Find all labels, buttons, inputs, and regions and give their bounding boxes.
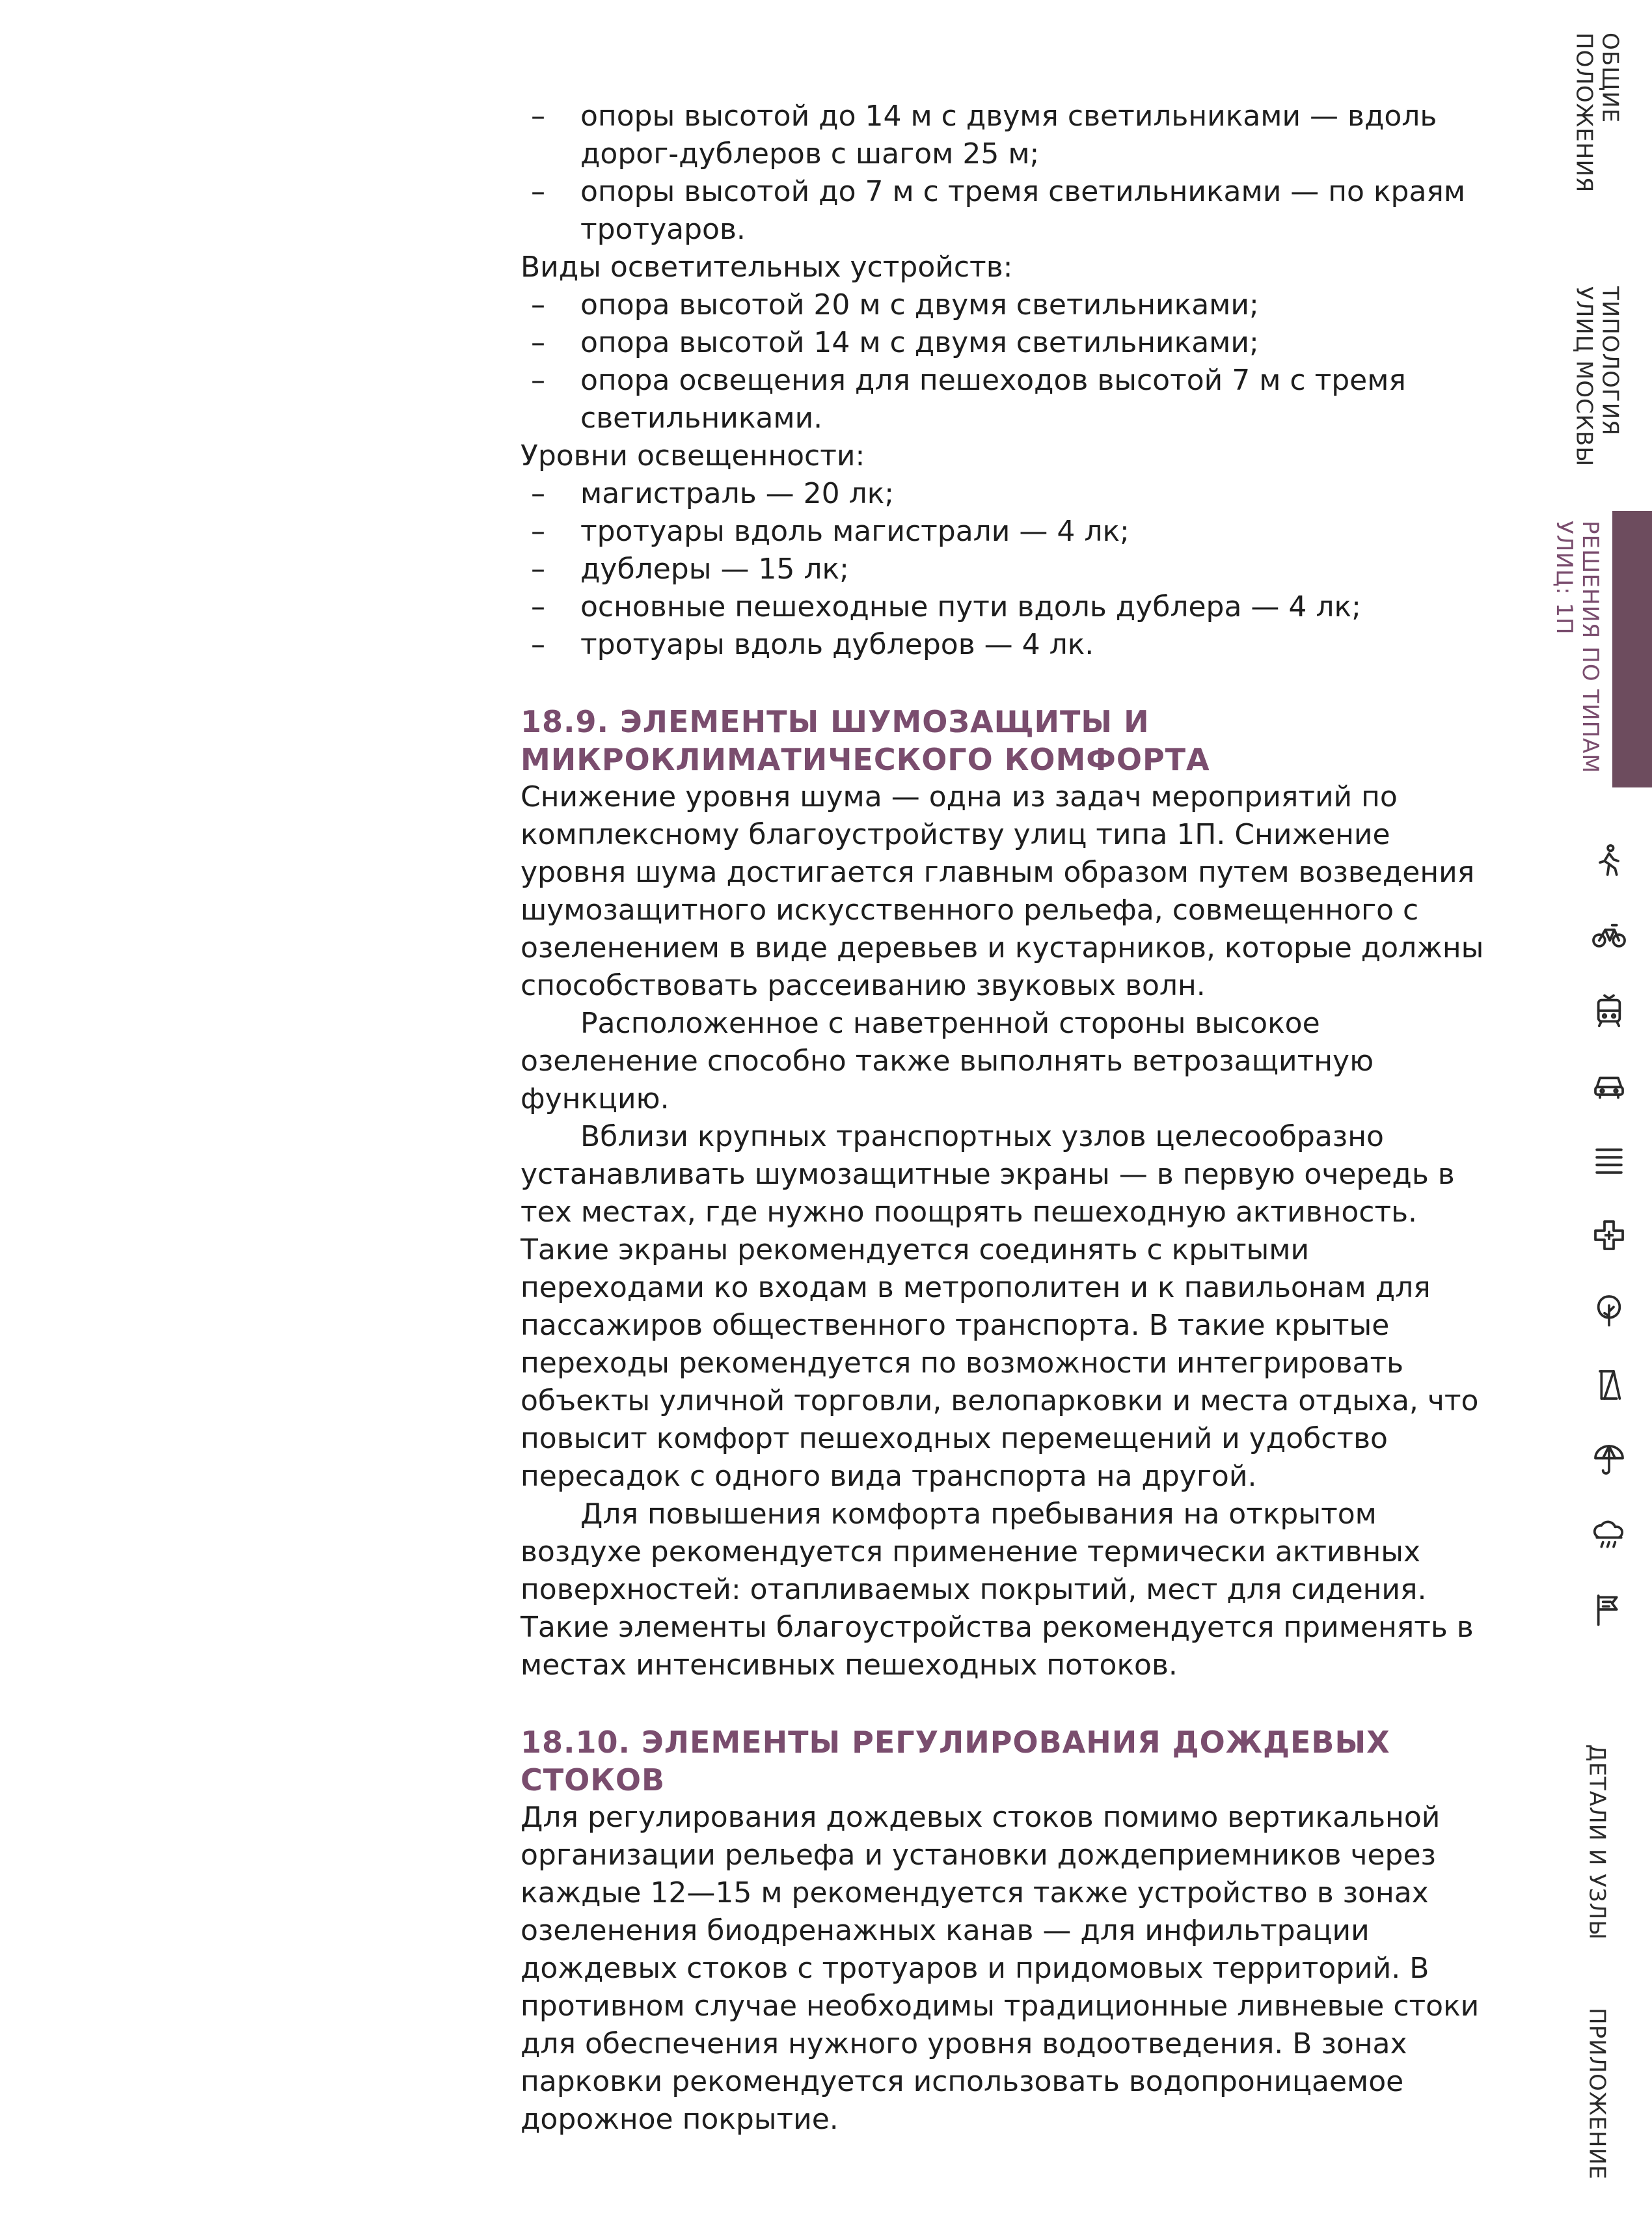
pedestrian-icon[interactable] <box>1591 843 1627 879</box>
tab-solutions[interactable] <box>1542 521 1612 781</box>
list-item: – опоры высотой до 7 м с тремя светильниками — по краям тротуаров. <box>521 173 1490 249</box>
tab-typology[interactable] <box>1542 286 1652 495</box>
list-item: – опора освещения для пешеходов высотой 7 м с тремя светильниками. <box>521 362 1490 437</box>
list-item: – основные пешеходные пути вдоль дублера — 4 лк; <box>521 588 1490 626</box>
list-item: – дублеры — 15 лк; <box>521 551 1490 588</box>
page-content <box>521 98 1490 2139</box>
paragraph: Для повышения комфорта пребывания на открытом воздухе рекомендуется применение термически активных поверхностей: отапливаемых покрытий, мест для сидения. Такие элементы благоустройства рекомендуется применять в местах интенсивных пешеходных потоков. <box>521 1497 1474 1682</box>
list-lighting-levels <box>521 475 1490 664</box>
paragraph: Расположенное с наветренной стороны высокое озеленение способно также выполнять ветрозащитную функцию. <box>521 1007 1374 1115</box>
side-navigation <box>1542 0 1652 2229</box>
devices-lead: Виды осветительных устройств: <box>521 251 1013 284</box>
rain-cloud-icon[interactable] <box>1591 1516 1627 1553</box>
tab-typology-label: ТИПОЛОГИЯ УЛИЦ МОСКВЫ <box>1571 286 1623 467</box>
list-item: – тротуары вдоль дублеров — 4 лк. <box>521 626 1490 664</box>
list-item: – магистраль — 20 лк; <box>521 475 1490 513</box>
tab-details[interactable] <box>1542 1744 1652 1965</box>
paragraph: Вблизи крупных транспортных узлов целесообразно устанавливать шумозащитные экраны — в первую очередь в тех местах, где нужно поощрять пешеходную активность. Такие экраны рекомендуется соединять с крытыми переходами ко входам в метрополитен и к павильонам для пассажиров общественного транспорта. В такие крытые переходы рекомендуется по возможности интегрировать объекты уличной торговли, велопарковки и места отдыха, что повысит комфорт пешеходных перемещений и удобство пересадок с одного вида транспорта на другой. <box>521 1120 1479 1493</box>
list-item: – тротуары вдоль магистрали — 4 лк; <box>521 513 1490 551</box>
tab-solutions-active-marker <box>1612 511 1652 787</box>
tram-icon[interactable] <box>1591 992 1627 1029</box>
tab-solutions-label: РЕШЕНИЯ ПО ТИПАМ УЛИЦ: 1П <box>1551 521 1603 774</box>
section-title-18-10: 18.10. ЭЛЕМЕНТЫ РЕГУЛИРОВАНИЯ ДОЖДЕВЫХ СТОКОВ <box>521 1725 1390 1798</box>
umbrella-icon[interactable] <box>1591 1442 1627 1478</box>
tab-appendix-label: ПРИЛОЖЕНИЕ <box>1584 2008 1610 2180</box>
tab-details-label: ДЕТАЛИ И УЗЛЫ <box>1584 1744 1610 1941</box>
list-item: – опоры высотой до 14 м с двумя светильниками — вдоль дорог-дублеров с шагом 25 м; <box>521 98 1490 173</box>
paragraph: Снижение уровня шума — одна из задач мероприятий по комплексному благоустройству улиц типа 1П. Снижение уровня шума достигается главным образом путем возведения шумозащитного искусственного рельефа, совмещенного с озеленением в виде деревьев и кустарников, которые должны способствовать рассеиванию звуковых волн. <box>521 780 1484 1002</box>
tab-general[interactable] <box>1542 33 1652 228</box>
list-lamp-posts <box>521 98 1490 249</box>
list-lighting-devices <box>521 286 1490 437</box>
car-icon[interactable] <box>1591 1067 1627 1104</box>
bicycle-icon[interactable] <box>1591 918 1627 954</box>
tree-icon[interactable] <box>1591 1292 1627 1328</box>
list-item: – опора высотой 20 м с двумя светильниками; <box>521 286 1490 324</box>
section-title-18-9: 18.9. ЭЛЕМЕНТЫ ШУМОЗАЩИТЫ И МИКРОКЛИМАТИЧЕСКОГО КОМФОРТА <box>521 704 1210 777</box>
tab-appendix[interactable] <box>1542 2008 1652 2203</box>
flag-icon[interactable] <box>1591 1591 1627 1628</box>
road-layers-icon[interactable] <box>1591 1142 1627 1179</box>
tab-general-label: ОБЩИЕ ПОЛОЖЕНИЯ <box>1571 33 1623 193</box>
paragraph: Для регулирования дождевых стоков помимо вертикальной организации рельефа и установки дождеприемников через каждые 12—15 м рекомендуется также устройство в зонах озеленения биодренажных канав — для инфильтрации дождевых стоков с тротуаров и придомовых территорий. В противном случае необходимы традиционные ливневые стоки для обеспечения нужного уровня водоотведения. В зонах парковки рекомендуется использовать водопроницаемое дорожное покрытие. <box>521 1801 1480 2136</box>
levels-lead: Уровни освещенности: <box>521 439 865 472</box>
lamp-post-icon[interactable] <box>1591 1367 1627 1403</box>
list-item: – опора высотой 14 м с двумя светильниками; <box>521 324 1490 362</box>
medical-cross-icon[interactable] <box>1591 1217 1627 1253</box>
